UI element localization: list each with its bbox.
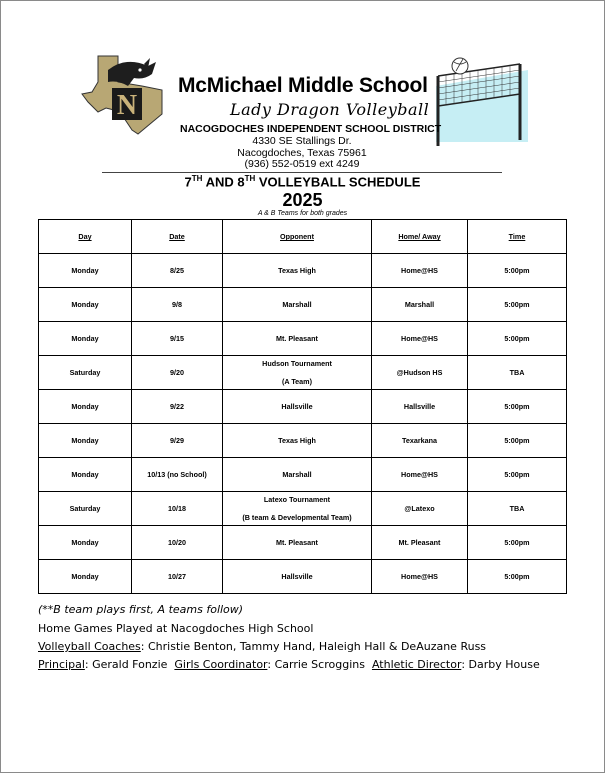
principal-name: : Gerald Fonzie xyxy=(84,658,175,671)
cell-home-away: Hallsville xyxy=(372,390,468,424)
cell-date: 9/22 xyxy=(132,390,223,424)
coaches-label: Volleyball Coaches xyxy=(38,640,141,653)
table-row xyxy=(39,390,567,424)
cell-day: Saturday xyxy=(39,356,132,390)
opponent-name: Hallsville xyxy=(281,402,313,411)
cell-date: 8/25 xyxy=(132,254,223,288)
cell-opponent xyxy=(223,458,372,492)
cell-day: Monday xyxy=(39,390,132,424)
cell-day: Monday xyxy=(39,458,132,492)
cell-day: Monday xyxy=(39,560,132,594)
opponent-name: Mt. Pleasant xyxy=(276,334,318,343)
cell-date: 10/13 (no School) xyxy=(132,458,223,492)
cell-opponent xyxy=(223,322,372,356)
phone-number: (936) 552-0519 ext 4249 xyxy=(244,158,360,170)
cell-day: Monday xyxy=(39,526,132,560)
cell-time: TBA xyxy=(468,356,567,390)
girls-coordinator-name: : Carrie Scroggins xyxy=(267,658,372,671)
header-time: Time xyxy=(468,220,567,254)
staff-line xyxy=(38,658,540,671)
cell-home-away: @Latexo xyxy=(372,492,468,526)
opponent-subtitle: (B team & Developmental Team) xyxy=(242,513,352,522)
cell-home-away: Mt. Pleasant xyxy=(372,526,468,560)
cell-home-away: @Hudson HS xyxy=(372,356,468,390)
cell-time: 5:00pm xyxy=(468,390,567,424)
cell-opponent xyxy=(223,526,372,560)
opponent-name: Texas High xyxy=(278,436,316,445)
header-day: Day xyxy=(39,220,132,254)
superscript-th-2: TH xyxy=(244,174,256,183)
cell-date: 10/20 xyxy=(132,526,223,560)
home-games-note: Home Games Played at Nacogdoches High School xyxy=(38,622,314,635)
principal-label: Principal xyxy=(38,658,85,671)
cell-date: 9/15 xyxy=(132,322,223,356)
header-opponent: Opponent xyxy=(223,220,372,254)
cell-day: Monday xyxy=(39,424,132,458)
cell-opponent xyxy=(223,288,372,322)
grade-seventh: 7 xyxy=(184,174,192,190)
cell-time: 5:00pm xyxy=(468,526,567,560)
table-row xyxy=(39,254,567,288)
cell-time: 5:00pm xyxy=(468,458,567,492)
opponent-name: Hudson Tournament xyxy=(262,359,332,368)
table-row xyxy=(39,424,567,458)
schedule-title xyxy=(0,174,605,189)
team-name: Lady Dragon Volleyball xyxy=(230,100,430,119)
cell-home-away: Home@HS xyxy=(372,458,468,492)
cell-time: 5:00pm xyxy=(468,424,567,458)
cell-home-away: Texarkana xyxy=(372,424,468,458)
cell-date: 10/27 xyxy=(132,560,223,594)
cell-opponent xyxy=(223,390,372,424)
table-row xyxy=(39,526,567,560)
table-row xyxy=(39,322,567,356)
title-and: AND xyxy=(202,174,238,190)
teams-note: A & B Teams for both grades xyxy=(257,210,348,217)
girls-coordinator-label: Girls Coordinator xyxy=(174,658,268,671)
team-order-text: (**B team plays first, A teams follow) xyxy=(38,603,244,616)
cell-day: Monday xyxy=(39,322,132,356)
cell-date: 9/8 xyxy=(132,288,223,322)
title-rest: VOLLEYBALL SCHEDULE xyxy=(255,174,421,190)
table-header-row xyxy=(39,220,567,254)
cell-opponent xyxy=(223,424,372,458)
grade-eighth: 8 xyxy=(237,174,245,190)
cell-home-away: Home@HS xyxy=(372,322,468,356)
district-name: NACOGDOCHES INDEPENDENT SCHOOL DISTRICT xyxy=(180,123,442,135)
dragon-texas-logo xyxy=(78,52,170,138)
cell-day: Saturday xyxy=(39,492,132,526)
opponent-name: Marshall xyxy=(282,470,312,479)
opponent-subtitle: (A Team) xyxy=(282,377,312,386)
cell-day: Monday xyxy=(39,288,132,322)
cell-home-away: Marshall xyxy=(372,288,468,322)
logo-letter: N xyxy=(116,90,138,121)
cell-home-away: Home@HS xyxy=(372,560,468,594)
header-divider xyxy=(102,172,502,173)
cell-date: 9/29 xyxy=(132,424,223,458)
athletic-director-label: Athletic Director xyxy=(371,658,462,671)
cell-time: 5:00pm xyxy=(468,288,567,322)
cell-date: 10/18 xyxy=(132,492,223,526)
schedule-table xyxy=(38,219,567,594)
coaches-names: : Christie Benton, Tammy Hand, Haleigh Hall & DeAuzane Russ xyxy=(140,640,487,653)
superscript-th-1: TH xyxy=(191,174,203,183)
cell-home-away: Home@HS xyxy=(372,254,468,288)
athletic-director-name: : Darby House xyxy=(461,658,540,671)
header-home-away: Home/ Away xyxy=(372,220,468,254)
school-name: McMichael Middle School xyxy=(178,74,428,97)
opponent-name: Hallsville xyxy=(281,572,313,581)
opponent-name: Texas High xyxy=(278,266,316,275)
cell-opponent xyxy=(223,254,372,288)
opponent-name: Latexo Tournament xyxy=(263,495,331,504)
cell-opponent xyxy=(223,560,372,594)
table-row xyxy=(39,288,567,322)
table-row xyxy=(39,356,567,390)
volleyball-net-icon xyxy=(432,56,532,148)
team-order-note xyxy=(38,603,243,616)
table-row xyxy=(39,458,567,492)
opponent-name: Mt. Pleasant xyxy=(276,538,318,547)
schedule-year: 2025 xyxy=(282,190,323,210)
cell-time: 5:00pm xyxy=(468,254,567,288)
cell-date: 9/20 xyxy=(132,356,223,390)
table-row xyxy=(39,492,567,526)
cell-day: Monday xyxy=(39,254,132,288)
coaches-line xyxy=(38,640,486,653)
address-line1: 4330 SE Stallings Dr. xyxy=(252,135,352,147)
table-row xyxy=(39,560,567,594)
opponent-name: Marshall xyxy=(282,300,312,309)
cell-opponent xyxy=(223,492,372,526)
header-date: Date xyxy=(132,220,223,254)
cell-time: 5:00pm xyxy=(468,322,567,356)
address-line2: Nacogdoches, Texas 75961 xyxy=(237,147,367,159)
cell-time: 5:00pm xyxy=(468,560,567,594)
cell-time: TBA xyxy=(468,492,567,526)
cell-opponent xyxy=(223,356,372,390)
